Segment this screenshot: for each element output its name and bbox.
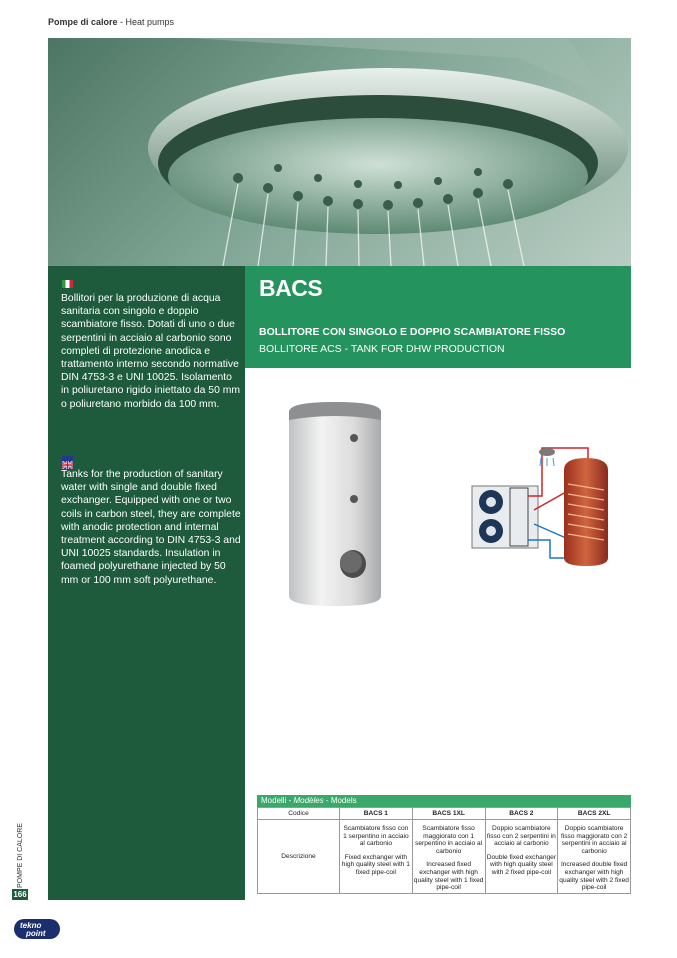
- section-title: Pompe di calore: [48, 17, 118, 27]
- tekno-point-logo: tekno point: [14, 915, 66, 941]
- model-description: Doppio scambiatore fisso maggiorato con 2 serpentini in acciaio al carbonio Increased double fixed exchanger with high quality steel with 2 fixed pipe-coil: [558, 820, 631, 894]
- table-row: [258, 820, 631, 894]
- models-table-section: [257, 795, 631, 894]
- model-code: BACS 2XL: [558, 808, 631, 820]
- description-italian: Bollitori per la produzione di acqua sanitaria con singolo e doppio scambiatore fisso. Dotati di uno o due serpentini in acciaio al carbonio sono completi di protezione anodica e trattamento interno secondo normative DIN 4753-3 e UNI 10025. Isolamento in poliuretano rigido iniettato da 50 mm o poliuretano morbido da 100 mm.: [61, 293, 241, 410]
- page-number: 166: [13, 890, 27, 899]
- water-tank-image: [285, 398, 385, 615]
- model-code: BACS 2: [485, 808, 558, 820]
- product-title: BACS: [259, 275, 323, 301]
- section-subtitle: - Heat pumps: [117, 17, 175, 27]
- shower-head-photo: [48, 38, 631, 266]
- table-header-row: [258, 808, 631, 820]
- product-subtitle-english: BOLLITORE ACS - TANK FOR DHW PRODUCTION: [259, 343, 505, 355]
- model-code: BACS 1XL: [412, 808, 485, 820]
- page-header: [48, 17, 174, 27]
- description-panel: [48, 266, 245, 900]
- side-section-label: POMPE DI CALORE: [17, 823, 24, 888]
- title-band: [245, 266, 631, 368]
- model-code: BACS 1: [340, 808, 413, 820]
- italian-flag-icon: [62, 280, 73, 288]
- model-description: Scambiatore fisso maggiorato con 1 serpentino in acciaio al carbonio Increased fixed exchanger with high quality steel with 1 fixed pipe-coil: [412, 820, 485, 894]
- model-description: Scambiatore fisso con 1 serpentino in acciaio al carbonio Fixed exchanger with high quality steel with 1 fixed pipe-coil: [340, 820, 413, 894]
- description-english: Tanks for the production of sanitary water with single and double fixed exchanger. Equipped with one or two coils in carbon steel, they are complete with anodic protection and internal treatment according to DIN 4753-3 and UNI 10025 standards. Insulation in foamed polyurethane injected by 50 mm or 100 mm soft polyurethane.: [61, 469, 241, 586]
- uk-flag-icon: [62, 456, 73, 464]
- descrizione-label: Descrizione: [258, 820, 340, 894]
- models-table: [257, 807, 631, 894]
- heat-pump-diagram: [470, 440, 615, 575]
- product-subtitle-italian: BOLLITORE CON SINGOLO E DOPPIO SCAMBIATORE FISSO: [259, 326, 566, 338]
- codice-label: Codice: [258, 808, 340, 820]
- model-description: Doppio scambiatore fisso con 2 serpentini in acciaio al carbonio Double fixed exchanger with high quality steel with 2 fixed pipe-coil: [485, 820, 558, 894]
- models-table-title: Modelli - Modèles - Models: [257, 795, 631, 807]
